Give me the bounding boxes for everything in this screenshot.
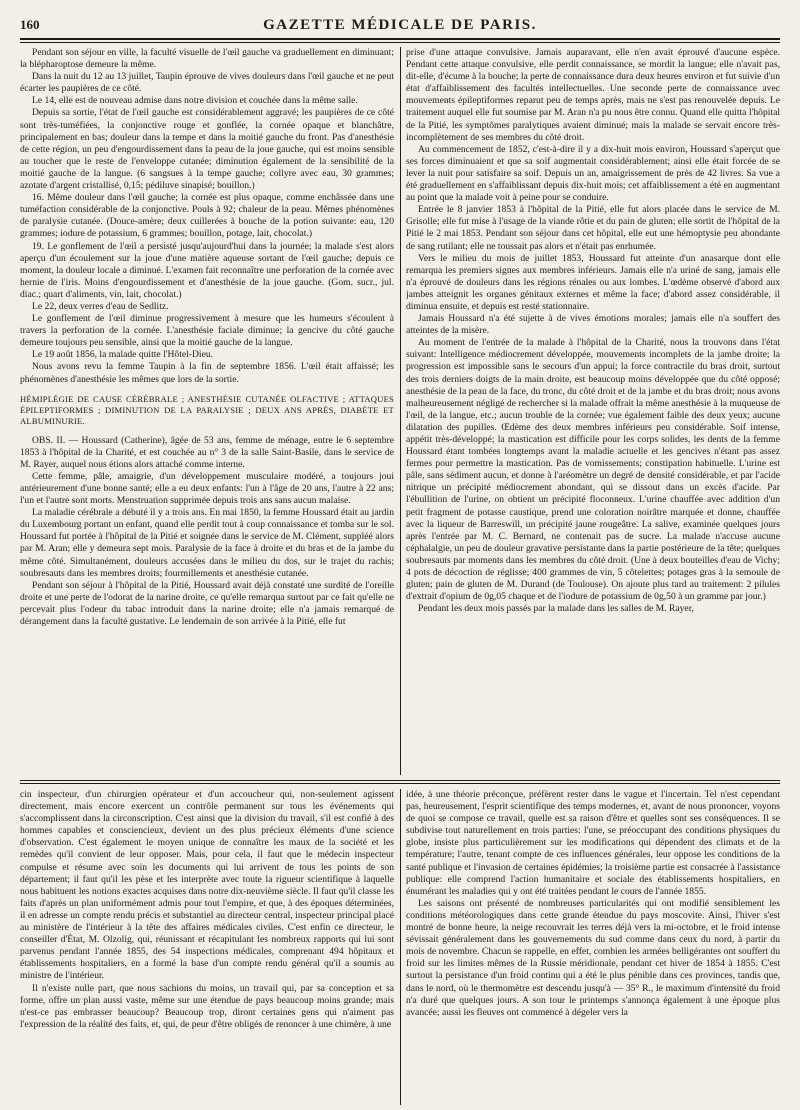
paragraph: Pendant son séjour à l'hôpital de la Pitié, Houssard avait déjà constaté une surdité de l'oreille droite et une perte de l'odorat de la narine droite, ce qu'elle remarqua surtout par ce fait qu'elle ne percevait plus l'odeur du tabac introduit dans la narine droite; elle n'a jamais remarqué de dérangement dans la faculté gustative. Le lendemain de son arrivée à la Pitié, elle fut	[20, 579, 394, 628]
paragraph: Les saisons ont présenté de nombreuses particularités qui ont modifié sensiblement les conditions météorologiques dans cette grande étendue du pays moscovite. Ainsi, l'hiver s'est montré de bonne heure, la neige recouvrait les terres déjà vers la mi-octobre, et le froid intense sévissait généralement dans les gouvernements du sud comme dans ceux du nord, à partir du mois de novembre. Chacun se rappelle, en effet, combien les armées belligérantes ont souffert du froid sur les limites mêmes de la Russie méridionale, pendant cet hiver de 1854 à 1855. C'est surtout la persistance d'un froid continu qui a été le plus pénible dans ces provinces, tandis que, dans le nord, où le thermomètre est descendu jusqu'à — 35° R., le maximum d'intensité du froid n'a duré que quelques jours. A son tour le printemps s'annonça également à une époque plus avancée; aussi les fleuves ont commencé à dégeler vers la	[406, 897, 780, 1018]
paragraph: idée, à une théorie préconçue, préfèrent rester dans le vague et l'incertain. Tel n'est cependant pas, heureusement, l'esprit scientifique des temps modernes, et, avant de nous prononcer, voyons de quoi se compose ce travail, quelle est sa raison d'être et quelles sont ses conséquences. Il se subdivise tout naturellement en trois parties: l'une, se préoccupant des conditions physiques du globe, insiste plus particulièrement sur les modifications qui dépendent des climats et de la température; l'autre, tenant compte de ces influences générales, leur oppose les conditions de la santé publique et l'invasion de certaines épidémies; la troisième partie est consacrée à l'assistance publique: elle comprend l'action humanitaire et sociale des établissements hospitaliers, en énumérant les maladies qui y ont été traitées pendant le cours de l'année 1855.	[406, 789, 780, 897]
paragraph: OBS. II. — Houssard (Catherine), âgée de 53 ans, femme de ménage, entre le 6 septembre 1853 à l'hôpital de la Charité, et est couchée au n° 3 de la salle Saint-Basile, dans le service de M. Rayer, auquel nous étions alors attaché comme interne.	[20, 434, 394, 470]
journal-title: GAZETTE MÉDICALE DE PARIS.	[263, 16, 537, 33]
paragraph: Le 19 août 1856, la malade quitte l'Hôtel-Dieu.	[32, 349, 214, 361]
column-divider	[400, 789, 401, 1105]
section-rule-thin	[20, 783, 780, 784]
paragraph: Il n'existe nulle part, que nous sachions du moins, un travail qui, par sa conception et sa forme, offre un plan aussi vaste, même sur une étendue de pays beaucoup moins grande; mais n'est-ce pas embrasser beaucoup? Beaucoup trop, diront certaines gens qui n'aiment pas l'expression de la réalité des faits, et, qui, de peur d'être obligés de renoncer à une chimère, à une	[20, 982, 394, 1030]
paragraph: 19. Le gonflement de l'œil a persisté jusqu'aujourd'hui dans la journée; la malade s'est alors aperçu d'un écoulement sur la joue d'une matière aqueuse sortant de l'œil gauche; depuis ce moment, la douleur locale a diminué. L'examen fait reconnaître une perforation de la cornée avec hernie de l'iris. Moins d'engourdissement et d'anesthésie de la joue gauche. (Gom. sucr., jul. diac.; quart d'aliments, vin, lait, chocolat.)	[20, 240, 394, 300]
paragraph: Jamais Houssard n'a été sujette à de vives émotions morales; jamais elle n'a souffert des atteintes de la misère.	[406, 313, 780, 337]
page-header	[20, 14, 780, 36]
paragraph: La maladie cérébrale a débuté il y a trois ans. En mai 1850, la femme Houssard était au jardin du Luxembourg portant un enfant, quand elle perdit tout à coup connaissance et tomba sur le sol. Houssard fut portée à l'hôpital de la Pitié et soignée dans le service de M. Clément, suppléé alors par M. Aran; elle y demeura sept mois. Paralysie de la face à droite et du bras et de la jambe du même côté. Simultanément, douleurs accusées dans le milieu du dos, sur le trajet du rachis; soubresauts dans les membres droits; fourmillements et anesthésie cutanée.	[20, 507, 394, 579]
section-rule	[20, 780, 780, 781]
paragraph: Dans la nuit du 12 au 13 juillet, Taupin éprouve de vives douleurs dans l'œil gauche et ne peut écarter les paupières de ce côté.	[20, 71, 394, 95]
paragraph: Le gonflement de l'œil diminue progressivement à mesure que les humeurs s'écoulent à travers la perforation de la cornée. L'anesthésie faciale diminue; la gencive du côté gauche demeure toujours peu sensible, ainsi que la moitié gauche de la langue.	[20, 313, 394, 349]
paragraph: Depuis sa sortie, l'état de l'œil gauche est considérablement aggravé; les paupières de ce côté sont très-tuméfiées, la conjonctive rouge et gonflée, la cornée opaque et blanchâtre, principalement en bas; douleur dans la tempe et dans la moitié gauche du front. Pas d'anesthésie de cette région, un peu d'engourdissement dans la peau de la joue gauche, qui est moins sensible au toucher que le reste de l'enveloppe cutanée; diminution également de la sensibilité de la moitié gauche de la langue. (6 sangsues à la tempe gauche; collyre avec eau, 30 grammes; azotate d'argent cristallisé, 0,15; pédiluve sinapisé; bouillon.)	[20, 107, 394, 192]
section-heading: HÉMIPLÉGIE DE CAUSE CÉRÉBRALE ; ANESTHÉSIE CUTANÉE OLFACTIVE ; ATTAQUES ÉPILEPTIFORMES ; DIMINUTION DE LA PARALYSIE ; DEUX ANS APRÈS, DIABÈTE ET ALBUMINURIE.	[20, 393, 394, 426]
page-number: 160	[20, 17, 40, 32]
header-rule-thin	[20, 42, 780, 43]
column-bottom-right	[406, 789, 780, 1105]
paragraph: Au moment de l'entrée de la malade à l'hôpital de la Charité, nous la trouvons dans l'état suivant: Intelligence médiocrement développée, mouvements incomplets de la jambe droite; la progression est impossible sans le secours d'un appui; la force contractile du bras droit, surtout des trois derniers doigts de la main droite, est beaucoup moins développée que du côté opposé; anesthésie de la peau de la face, du tronc, du côté droit et de la jambe et du bras droit; nous avons malheureusement négligé de rechercher si la malade offrait la même anesthésie à la muqueuse de l'œil, de la langue, etc.; aucun trouble de la cornée; vue également faible des deux yeux; aucune dilatation des pupilles. Œdème des deux membres inférieurs peu considérable. Soif intense, appétit très-développé; la mastication est difficile pour les corps solides, les dents de la femme Houssard étant tombées longtemps avant la maladie actuelle et les gencives n'étant pas assez fermes pour permettre la mastication. Pas de vomissements; constipation habituelle. L'urine est pâle, sans sédiment aucun, et donne à l'aréomètre un degré de densité considérable, et par l'acide nitrique un précipité médiocrement abondant, qui se dissout dans un excès d'acide. Par l'ébullition de l'urine, on obtient un précipité floconneux. L'urine chauffée avec addition d'un petit fragment de potasse caustique, prend une coloration noirâtre marquée et donne, chauffée avec la liqueur de Barreswill, un précipité jaune rougeâtre. La salive, examinée quelques jours après l'entrée par M. C. Bernard, ne contenait pas de sucre. La malade n'accuse aucune céphalalgie, un peu de douleur gravative persistante dans la partie postérieure de la tête; quelques soubresauts par moments dans les membres du côté droit. (Une à deux bouteilles d'eau de Vichy; 4 pots de décoction de réglisse; 400 grammes de vin, 5 côtelettes; potages gras à la semoule de gluten; pain de gluten de M. Durand (de Toulouse). On ajoute plus tard au traitement: 2 pilules d'extrait d'opium de 0g,05 chaque et de l'iodure de potassium de 0g,50 à un gramme par jour.)	[406, 337, 780, 603]
paragraph: Le 22, deux verres d'eau de Sedlitz.	[32, 300, 169, 312]
header-rule	[20, 38, 780, 40]
column-top-right	[406, 47, 780, 775]
paragraph: Nous avons revu la femme Taupin à la fin de septembre 1856. L'œil était affaissé; les phénomènes d'anesthésie les mêmes que lors de la sortie.	[20, 361, 394, 385]
paragraph: Entrée le 8 janvier 1853 à l'hôpital de la Pitié, elle fut alors placée dans le service de M. Grisolle; elle fut mise à l'usage de la viande rôtie et du pain de gluten; elle sortit de l'hôpital de la Pitié le 2 mai 1853. Pendant son séjour dans cet hôpital, elle eut une hémoptysie peu abondante de sang rutilant; elle ne toussait pas alors et n'était pas enrhumée.	[406, 204, 780, 252]
paragraph: prise d'une attaque convulsive. Jamais auparavant, elle n'en avait éprouvé d'aucune espèce. Pendant cette attaque convulsive, elle perdit connaissance, se mordit la langue; elle n'avait pas, dit-elle, d'écume à la bouche; la perte de connaissance dura deux heures environ et fut suivie d'un état d'affaiblissement des facultés intellectuelles. Une seconde perte de connaissance avec mouvements épileptiformes reparut peu de temps après, mais ne s'est pas renouvelée depuis. Le traitement auquel elle fut soumise par M. Aran n'a pu nous être connu. Quand elle quitta l'hôpital de la Pitié, les symptômes paralytiques avaient diminué; mais la malade se servait encore très-incomplètement de ses membres du côté droit.	[406, 47, 780, 143]
paragraph: Vers le milieu du mois de juillet 1853, Houssard fut atteinte d'un anasarque dont elle remarqua les premiers signes aux membres inférieurs. Jamais elle n'a uriné de sang, jamais elle n'a éprouvé de douleurs dans les régions rénales ou aux lombes. L'œdème observé d'abord aux jambes atteignit les organes génitaux externes et même la face; d'abord assez considérable, il diminua ensuite, et depuis est resté stationnaire.	[406, 252, 780, 312]
column-top-left	[20, 47, 394, 775]
paragraph: Pendant son séjour en ville, la faculté visuelle de l'œil gauche va graduellement en diminuant; la blépharoptose demeure la même.	[20, 47, 394, 71]
paragraph: cin inspecteur, d'un chirurgien opérateur et d'un accoucheur qui, non-seulement agissent directement, mais encore exercent un contrôle permanent sur tous les événements qui s'accomplissent dans la circonscription. C'est ainsi que la division du travail, s'il est confié à des hommes capables et consciencieux, devient un des plus précieux éléments d'une science d'observation. C'est également le moyen unique de connaître les maux de la société et les remèdes qu'il convient de leur opposer. Mais, pour cela, il faut que le médecin inspecteur compulse et résume avec soin les documents qui lui arrivent de tous les points de son département; il faut qu'il les pèse et les interprète avec toute la rigueur scientifique à laquelle nous habituent les notions exactes acquises dans notre dix-neuvième siècle. Il faut qu'il classe les faits d'après un plan uniformément admis pour tout l'empire, et que, à des époques déterminées, il en adresse un compte rendu précis et substantiel au directeur central, inspecteur principal placé au ministère de l'intérieur à la tête des affaires médicales civiles. C'est enfin ce directeur, le conseiller d'État, M. Olzolig, qui, réunissant et récapitulant les nombreux rapports qui lui sont parvenus pendant l'année 1855, des 54 inspections médicales, comprenant 494 hôpitaux et établissements hospitaliers, en a formé la base d'un compte rendu général qu'il a soumis au ministre de l'intérieur.	[20, 789, 394, 982]
column-divider	[400, 47, 401, 775]
column-bottom-left	[20, 789, 394, 1105]
paragraph: Au commencement de 1852, c'est-à-dire il y a dix-huit mois environ, Houssard s'aperçut que ses forces diminuaient et que sa soif augmentait considérablement; ainsi elle était forcée de se lever la nuit pour satisfaire sa soif. Depuis un an, amaigrissement de près de 42 livres. Sa vue a été graduellement en s'affaiblissant depuis dix-huit mois; cet affaiblissement a été en augmentant au point que la malade voit à peine pour se conduire.	[406, 143, 780, 204]
paragraph: Le 14, elle est de nouveau admise dans notre division et couchée dans la même salle.	[32, 95, 358, 107]
paragraph: Pendant les deux mois passés par la malade dans les salles de M. Rayer,	[418, 603, 694, 615]
paragraph: Cette femme, pâle, amaigrie, d'un développement musculaire modéré, a toujours joui antérieurement d'une bonne santé; elle a eu deux enfants: l'un à l'âge de 20 ans, l'autre à 22 ans; l'un et l'autre sont morts. Menstruation supprimée depuis trois ans sans aucun malaise.	[20, 470, 394, 507]
paragraph: 16. Même douleur dans l'œil gauche; la cornée est plus opaque, comme enchâssée dans une tuméfaction considérable de la conjonctive. Pouls à 92; chaleur de la peau. Mêmes phénomènes de paralysie cutanée. (Douce-amère; deux cuillerées à bouche de la potion suivante: eau, 120 grammes; iodure de potassium, 6 grammes; bouillon, potage, lait, chocolat.)	[20, 192, 394, 240]
